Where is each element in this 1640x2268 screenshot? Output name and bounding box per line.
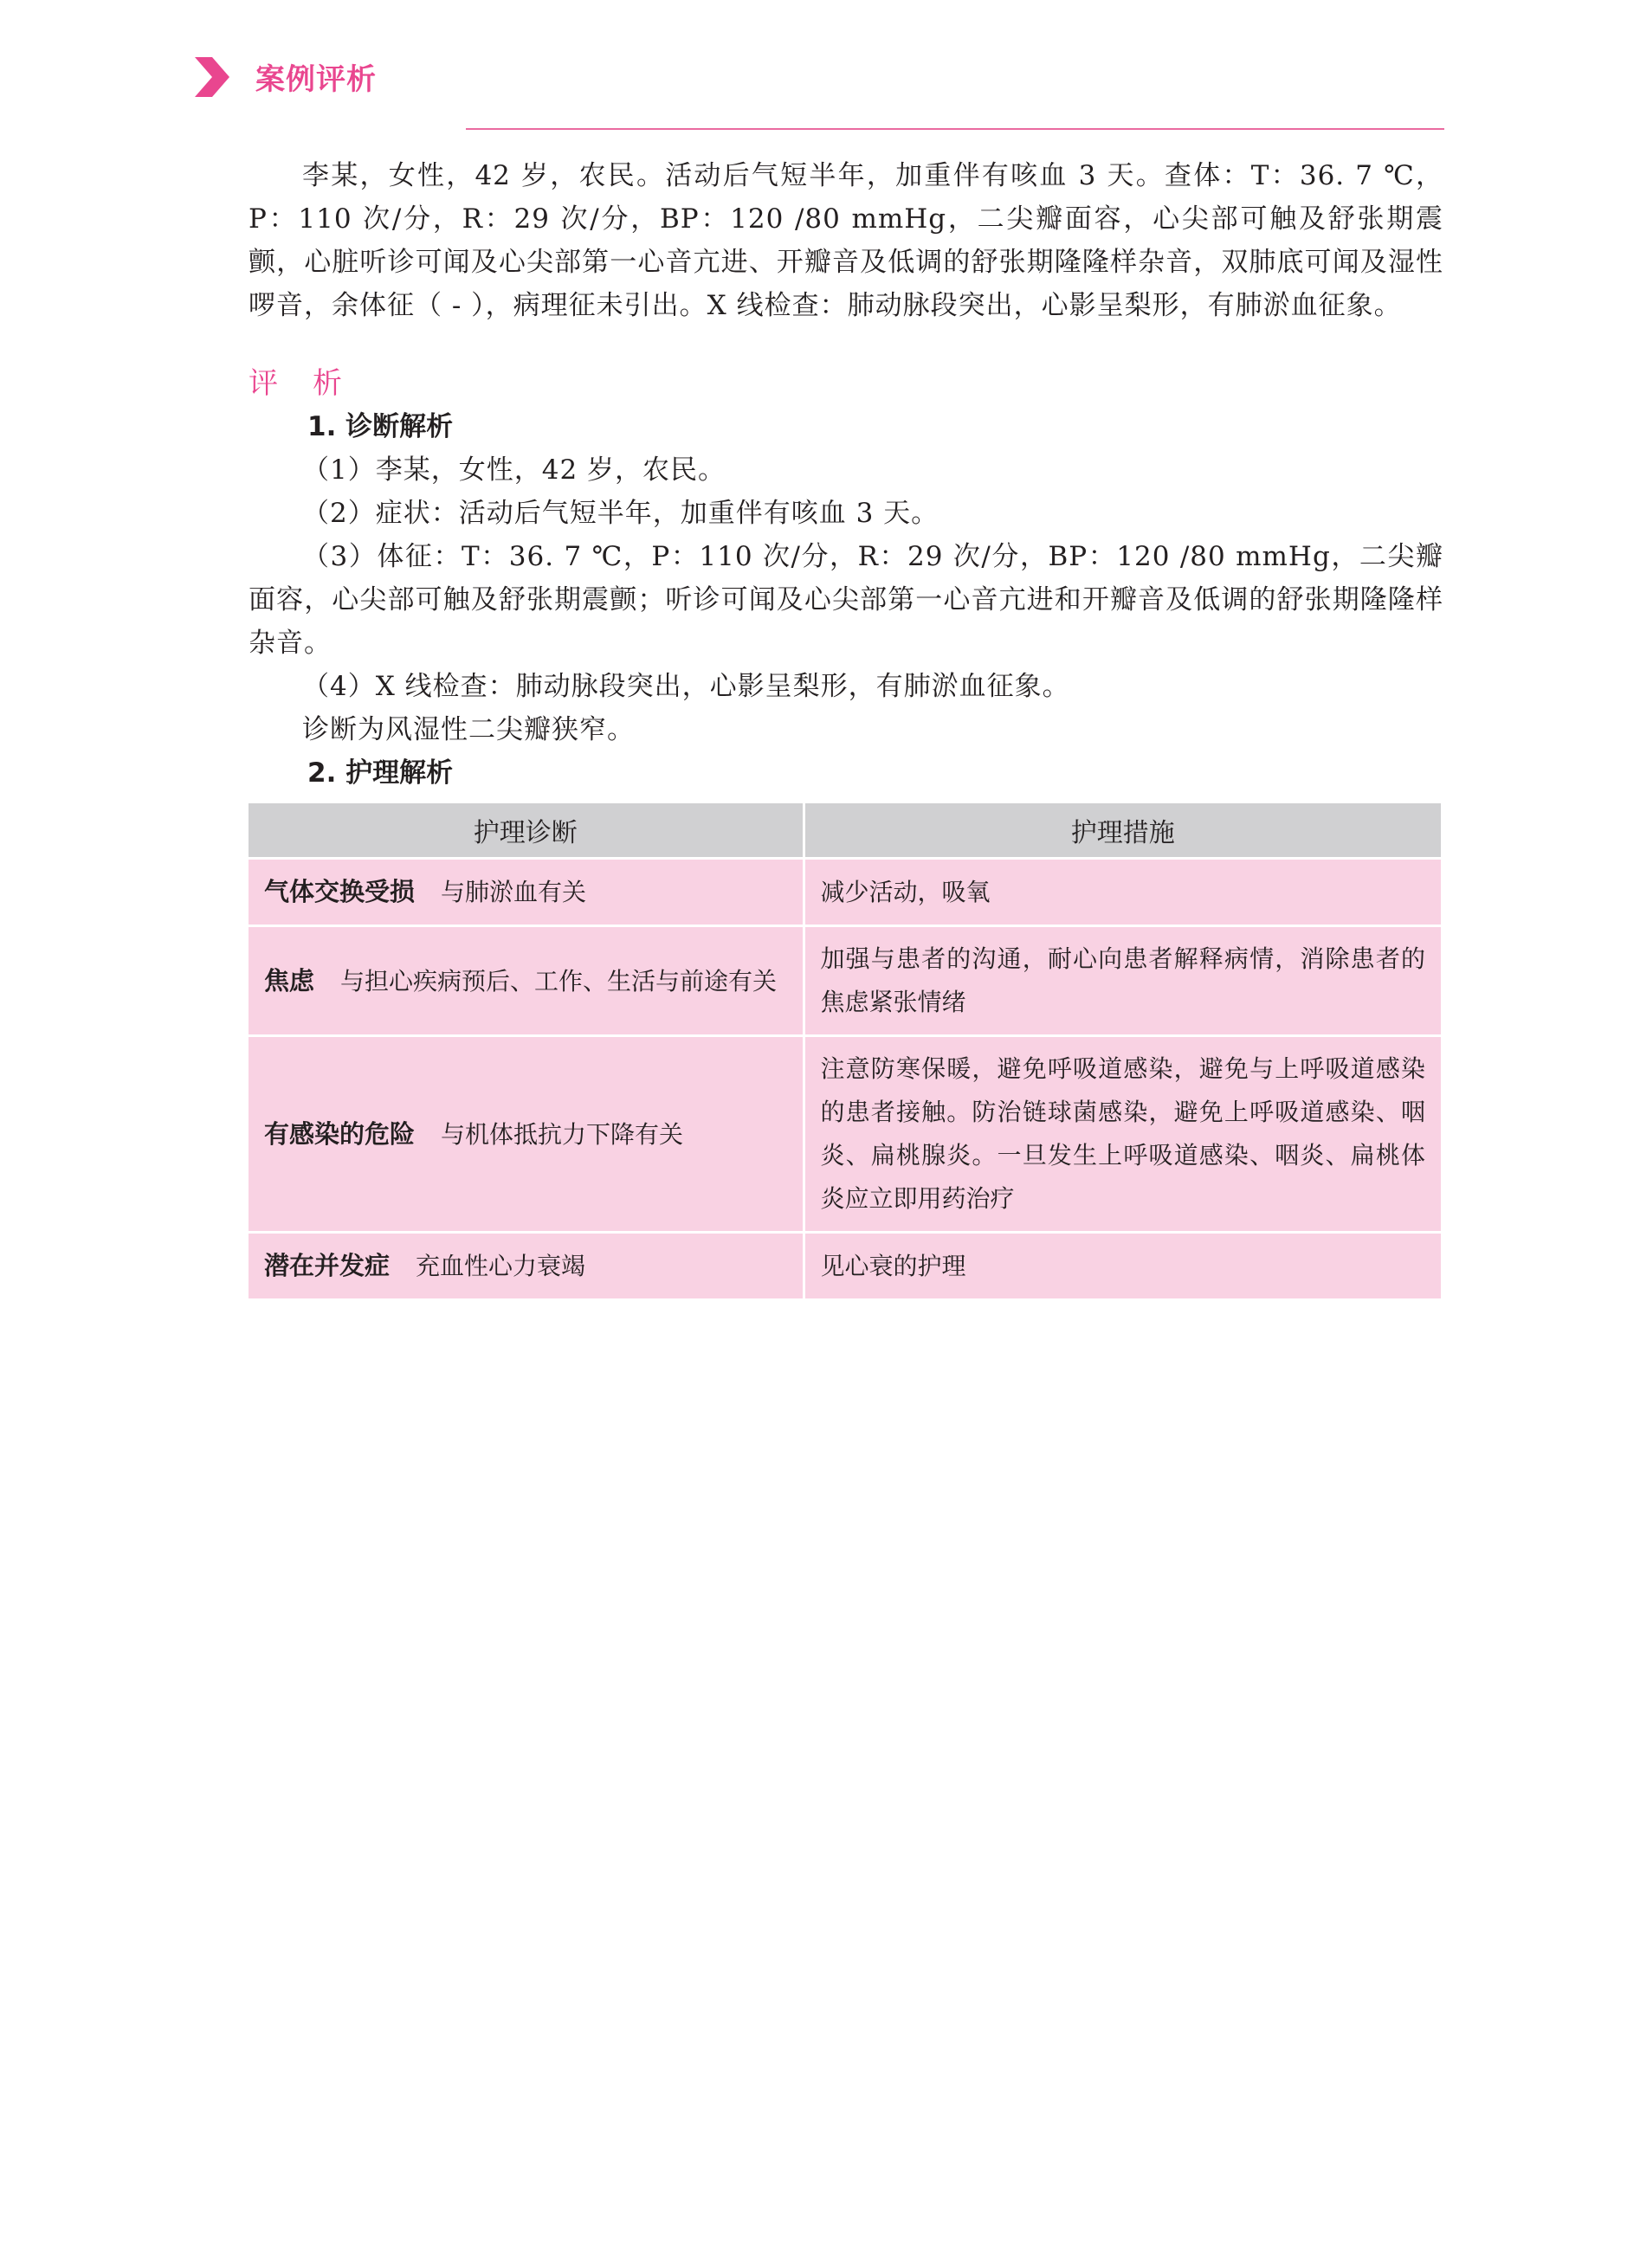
- table-header-row: [249, 803, 1441, 859]
- diagnosis-cause: 充血性心力衰竭: [416, 1252, 586, 1280]
- diagnosis-conclusion: 诊断为风湿性二尖瓣狭窄。: [302, 714, 635, 745]
- diagnosis-item: （3）体征：T：36. 7 ℃，P：110 次/分，R：29 次/分，BP：120 /80 mmHg，二尖瓣面容，心尖部可触及舒张期震颤；听诊可闻及心尖部第一心音亢进和开瓣音及低调的舒张期隆隆样杂音。: [249, 541, 1443, 659]
- diagnosis-name: 有感染的危险: [264, 1118, 416, 1149]
- diagnosis-name: 气体交换受损: [264, 877, 416, 906]
- table-row: [249, 1233, 1441, 1299]
- column-header-diagnosis: 护理诊断: [249, 803, 804, 859]
- diagnosis-cause: 与机体抵抗力下降有关: [441, 1119, 684, 1149]
- measure-cell: 减少活动，吸氧: [804, 859, 1441, 926]
- page-header: [195, 55, 377, 98]
- table-row: [249, 859, 1441, 926]
- section-header-title: 案例评析: [255, 62, 377, 97]
- case-description: 李某，女性，42 岁，农民。活动后气短半年，加重伴有咳血 3 天。查体：T：36. 7 ℃，P：110 次/分，R：29 次/分，BP：120 /80 mmHg，二尖瓣面容，心尖部可触及舒张期震颤，心脏听诊可闻及心尖部第一心音亢进、开瓣音及低调的舒张期隆隆样杂音，双肺底可闻及湿性啰音，余体征（ - ），病理征未引出。X 线检查：肺动脉段突出，心影呈梨形，有肺淤血征象。: [249, 160, 1443, 321]
- page-content: [249, 154, 1443, 1298]
- measure-cell: 加强与患者的沟通，耐心向患者解释病情，消除患者的焦虑紧张情绪: [804, 926, 1441, 1036]
- measure-cell: 注意防寒保暖，避免呼吸道感染，避免与上呼吸道感染的患者接触。防治链球菌感染，避免上呼吸道感染、咽炎、扁桃腺炎。一旦发生上呼吸道感染、咽炎、扁桃体炎应立即用药治疗: [804, 1036, 1441, 1233]
- header-divider: [466, 128, 1444, 130]
- table-row: [249, 926, 1441, 1036]
- column-header-measures: 护理措施: [804, 803, 1441, 859]
- diagnosis-cause: 与担心疾病预后、工作、生活与前途有关: [340, 966, 778, 995]
- diagnosis-cause: 与肺淤血有关: [441, 878, 587, 906]
- diagnosis-name: 潜在并发症: [264, 1251, 391, 1280]
- diagnosis-item: （1）李某，女性，42 岁，农民。: [302, 454, 726, 486]
- diagnosis-heading: 1. 诊断解析: [307, 411, 454, 442]
- analysis-section-title: 评析: [249, 366, 377, 401]
- table-row: [249, 1036, 1441, 1233]
- nursing-heading: 2. 护理解析: [307, 757, 454, 789]
- chevron-right-icon: [195, 57, 229, 97]
- diagnosis-item: （4）X 线检查：肺动脉段突出，心影呈梨形，有肺淤血征象。: [302, 671, 1070, 702]
- diagnosis-name: 焦虑: [264, 965, 315, 995]
- diagnosis-cell: [249, 1233, 804, 1299]
- diagnosis-cell: [249, 859, 804, 926]
- measure-cell: 见心衰的护理: [804, 1233, 1441, 1299]
- nursing-table: [249, 803, 1441, 1298]
- diagnosis-cell: [249, 926, 804, 1036]
- diagnosis-item: （2）症状：活动后气短半年，加重伴有咳血 3 天。: [302, 498, 939, 529]
- diagnosis-cell: [249, 1036, 804, 1233]
